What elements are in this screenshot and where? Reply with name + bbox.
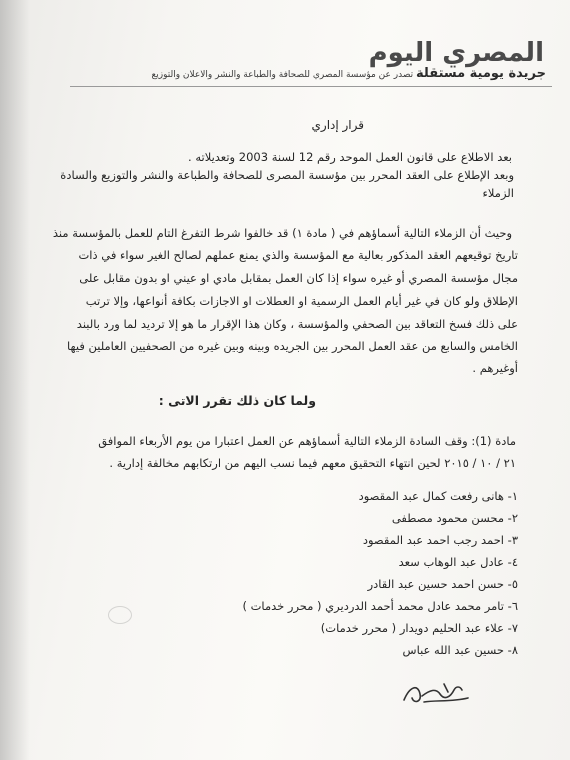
signature — [400, 676, 472, 708]
suspended-name-item: ٢- محسن محمود مصطفى — [391, 511, 518, 525]
suspended-name-item: ١- هانى رفعت كمال عبد المقصود — [358, 489, 518, 503]
preamble-line: بعد الاطلاع على قانون العمل الموحد رقم 12 لسنة 2003 وتعديلاته . — [188, 150, 512, 164]
newspaper-logo: المصري اليوم — [368, 38, 544, 68]
whereas-line: أوغيرهم . — [472, 361, 518, 375]
whereas-line: الخامس والسابع من عقد العمل المحرر بين الجريده وبينه وبين غيره من الصحفيين العاملين فيها — [67, 339, 518, 353]
header-divider — [70, 86, 552, 87]
decision-heading: ولما كان ذلك تقرر الاتى : — [158, 393, 316, 408]
article-line: مادة (1): وقف السادة الزملاء التالية أسماؤهم عن العمل اعتبارا من يوم الأربعاء الموافق — [98, 434, 516, 448]
suspended-name-item: ٣- احمد رجب احمد عبد المقصود — [362, 533, 518, 547]
whereas-line: تاريخ توقيعهم العقد المذكور بعالية مع المؤسسة والذي يمنع عملهم لصالح الغير سواء في ذات — [78, 248, 518, 262]
tagline-sub: تصدر عن مؤسسة المصري للصحافة والطباعة والنشر والاعلان والتوزيع — [151, 70, 414, 80]
suspended-name-item: ٨- حسين عبد الله عباس — [402, 643, 518, 657]
suspended-name-item: ٤- عادل عبد الوهاب سعد — [398, 555, 518, 569]
preamble-line: الزملاء — [482, 186, 514, 200]
preamble-line: وبعد الإطلاع على العقد المحرر بين مؤسسة المصرى للصحافة والطباعة والنشر والتوزيع والسادة — [60, 168, 514, 182]
suspended-name-item: ٧- علاء عبد الحليم دويدار ( محرر خدمات) — [320, 621, 518, 635]
page-shadow — [0, 0, 30, 760]
whereas-line: وحيث أن الزملاء التالية أسماؤهم في ( مادة ١) قد خالفوا شرط التفرغ التام للعمل بالمؤسسة منذ — [52, 226, 512, 240]
tagline-main: جريدة يومية مستقلة — [416, 66, 546, 81]
whereas-line: على ذلك فسخ التعاقد بين الصحفي والمؤسسة ، وكان هذا الإقرار ما هو إلا ترديد لما ورد بالبند — [76, 317, 518, 331]
newspaper-tagline — [151, 66, 546, 81]
document-title: قرار إداري — [311, 118, 364, 132]
suspended-name-item: ٦- تامر محمد عادل محمد أحمد الدرديري ( محرر خدمات ) — [242, 599, 518, 613]
article-line: ٢١ / ١٠ / ٢٠١٥ لحين انتهاء التحقيق معهم فيما نسب اليهم من ارتكابهم مخالفة إدارية . — [109, 456, 516, 470]
whereas-line: الإطلاق ولو كان في غير أيام العمل الرسمية او العطلات او الاجازات بكافة أنواعها، وإلا ترتب — [85, 294, 518, 308]
paper-mark — [108, 606, 132, 624]
suspended-name-item: ٥- حسن احمد حسين عبد القادر — [367, 577, 518, 591]
whereas-line: مجال مؤسسة المصري أو غيره سواء إذا كان العمل بمقابل مادي او عيني او بدون مقابل على — [79, 271, 518, 285]
